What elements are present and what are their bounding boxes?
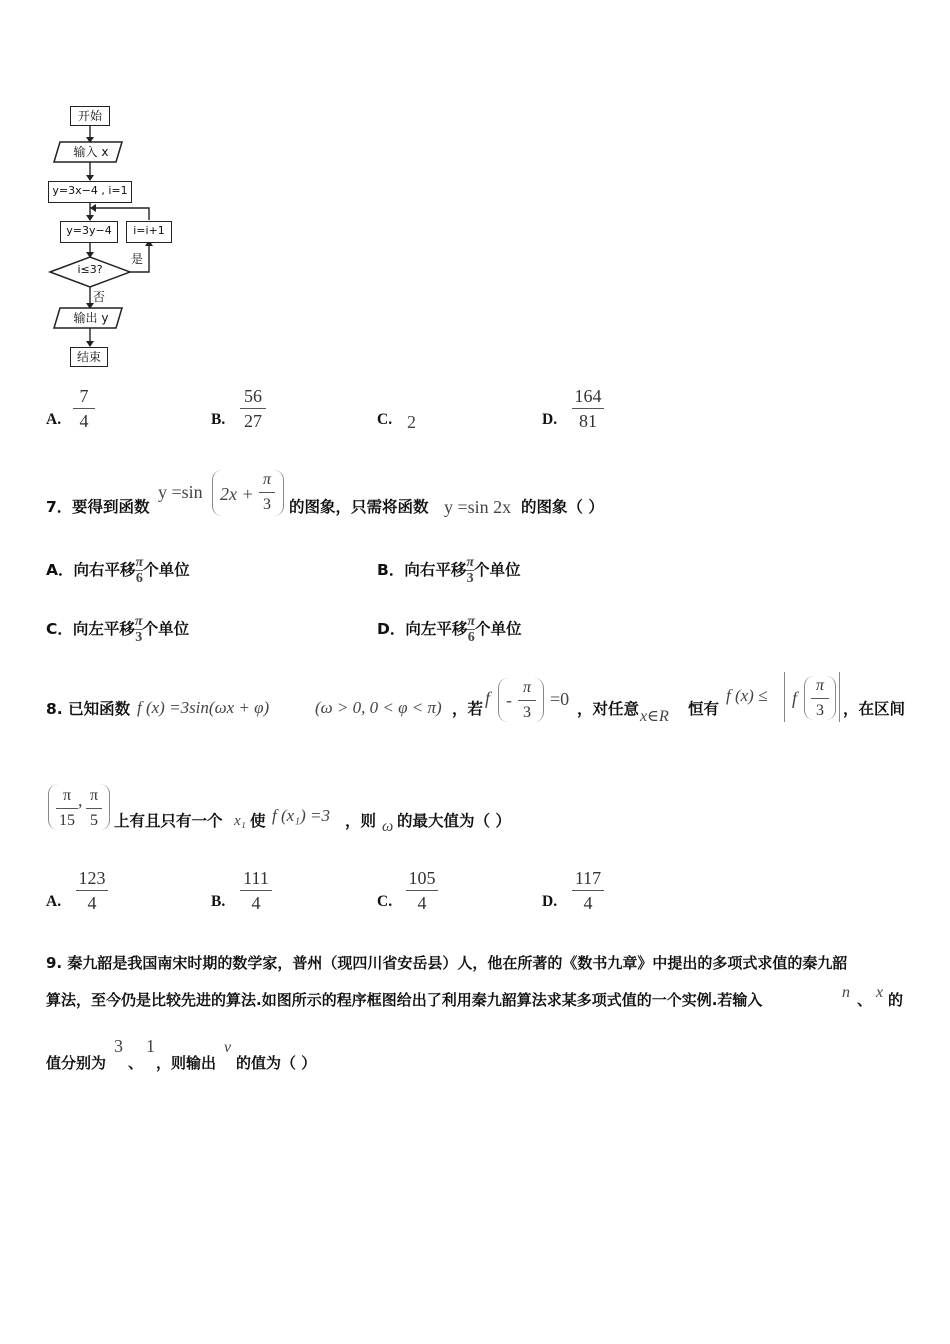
flowchart-output: 输出 y bbox=[73, 311, 109, 325]
flowchart-init: y=3x−4 , i=1 bbox=[48, 181, 132, 203]
q8-f: f bbox=[485, 688, 491, 708]
q7-text-3: 的图象（ ） bbox=[521, 498, 604, 516]
q7-text-1: 要得到函数 bbox=[72, 498, 150, 516]
q6-option-c-value: 2 bbox=[407, 412, 416, 432]
q7-option-a-label: A． bbox=[46, 561, 74, 579]
q7-option-d-label: D． bbox=[377, 620, 406, 638]
q7-option-a[interactable] bbox=[46, 555, 190, 586]
q8-if-text: ，若 bbox=[452, 700, 484, 718]
q8-interval-comma: , bbox=[78, 790, 83, 810]
q8-text-make: 使 bbox=[250, 812, 266, 830]
q7-option-b-label: B． bbox=[377, 561, 405, 579]
q8-minus: - bbox=[506, 690, 512, 710]
q9-n: n bbox=[842, 984, 850, 1001]
q7-option-c-unit: 个单位 bbox=[142, 620, 190, 638]
q6-option-a-label[interactable]: A. bbox=[46, 411, 62, 428]
q8-cond: (ω > 0, 0 < φ < π) bbox=[315, 698, 442, 717]
q9-line-2a: 算法，至今仍是比较先进的算法.如图所示的程序框图给出了利用秦九韶算法求某多项式值的一个实例.若输入 bbox=[46, 991, 763, 1009]
q7-option-d-unit: 个单位 bbox=[475, 620, 522, 638]
flowchart-no: 否 bbox=[93, 290, 106, 304]
q7-option-c[interactable] bbox=[46, 614, 189, 645]
flowchart-input: 输入 x bbox=[73, 145, 109, 159]
q8-x1: x₁ bbox=[234, 813, 246, 829]
q9-sep-1: 、 bbox=[857, 991, 873, 1009]
q8-option-b-label[interactable]: B. bbox=[211, 893, 226, 910]
q7-option-b[interactable] bbox=[377, 555, 521, 586]
q8-option-a-fraction: 123 4 bbox=[76, 868, 108, 913]
q7-func1-lhs: y =sin bbox=[158, 482, 203, 502]
flowchart-start: 开始 bbox=[70, 106, 110, 126]
q7-option-c-fraction: $\frac{\pi}{3}$ bbox=[134, 614, 143, 645]
q9-v: v bbox=[224, 1039, 232, 1056]
q9-value-1: 1 bbox=[146, 1036, 155, 1056]
q8-fx-le: f (x) ≤ bbox=[726, 686, 768, 705]
q7-option-b-fraction: $\frac{\pi}{3}$ bbox=[466, 555, 474, 586]
q8-text-interval: ，在区间 bbox=[843, 700, 906, 718]
flowchart-yes: 是 bbox=[131, 252, 144, 266]
q8-omega: ω bbox=[382, 818, 394, 835]
q7-text-2: 的图象，只需将函数 bbox=[289, 498, 429, 516]
flowchart-end: 结束 bbox=[70, 347, 108, 367]
flowchart-update-y: y=3y−4 bbox=[60, 221, 118, 243]
q7-number: 7． bbox=[46, 498, 73, 516]
q6-option-c-label[interactable]: C. bbox=[377, 411, 393, 428]
q8-option-d-fraction: 117 4 bbox=[572, 868, 604, 913]
q7-func1-fraction: π 3 bbox=[259, 470, 275, 515]
q8-x-in-R: x∈R bbox=[640, 708, 669, 725]
q8-option-c-fraction: 105 4 bbox=[406, 868, 438, 913]
q8-eq0: =0 bbox=[550, 689, 570, 709]
q9-line-3c: 的值为（ ） bbox=[236, 1054, 317, 1072]
q7-option-c-label: C． bbox=[46, 620, 73, 638]
q8-text-any: ，对任意 bbox=[577, 700, 640, 718]
q8-number: 8. 已知函数 bbox=[46, 700, 131, 718]
q6-option-b-fraction: 56 27 bbox=[240, 386, 266, 431]
q8-interval-a: π 15 bbox=[56, 786, 78, 831]
q6-option-d-fraction: 164 81 bbox=[572, 386, 604, 431]
q6-option-d-label[interactable]: D. bbox=[542, 411, 558, 428]
q8-abs-f: f bbox=[792, 688, 798, 708]
q9-sep-2: 、 bbox=[128, 1054, 144, 1072]
q7-option-a-fraction: $\frac{\pi}{6}$ bbox=[135, 555, 144, 586]
q9-line-3a: 值分别为 bbox=[46, 1054, 107, 1072]
q7-option-c-text: 向左平移 bbox=[72, 620, 135, 638]
q8-option-a-label[interactable]: A. bbox=[46, 893, 62, 910]
q7-option-d-fraction: $\frac{\pi}{6}$ bbox=[467, 614, 476, 645]
q6-option-b-label[interactable]: B. bbox=[211, 411, 226, 428]
q7-option-a-text: 向右平移 bbox=[73, 561, 136, 579]
q9-line-1: 9. 秦九韶是我国南宋时期的数学家，普州（现四川省安岳县）人，他在所著的《数书九章》中提出的多项式求值的秦九韶 bbox=[46, 954, 848, 972]
q7-option-b-unit: 个单位 bbox=[474, 561, 521, 579]
q7-option-a-unit: 个单位 bbox=[143, 561, 190, 579]
q9-x: x bbox=[876, 984, 884, 1001]
flowchart bbox=[40, 100, 180, 370]
q7-option-b-text: 向右平移 bbox=[404, 561, 467, 579]
q9-line-3b: ，则输出 bbox=[156, 1054, 217, 1072]
q9-line-2b: 的 bbox=[888, 991, 904, 1009]
flowchart-update-i: i=i+1 bbox=[126, 221, 172, 243]
q6-option-a-fraction: 7 4 bbox=[73, 386, 95, 431]
q8-fx1: f (x₁) =3 bbox=[272, 806, 330, 825]
q8-interval-b: π 5 bbox=[86, 786, 102, 831]
q7-option-d[interactable] bbox=[377, 614, 522, 645]
q8-option-b-fraction: 111 4 bbox=[240, 868, 272, 913]
q8-text-always: 恒有 bbox=[688, 700, 720, 718]
q8-func: f (x) =3sin(ωx + φ) bbox=[137, 698, 270, 717]
q7-func2: y =sin 2x bbox=[444, 497, 512, 517]
q8-option-c-label[interactable]: C. bbox=[377, 893, 393, 910]
q9-value-3: 3 bbox=[114, 1036, 123, 1056]
flowchart-condition: i≤3? bbox=[77, 263, 103, 276]
q8-abs-fraction: π 3 bbox=[811, 676, 829, 721]
q7-option-d-text: 向左平移 bbox=[405, 620, 468, 638]
q8-option-d-label[interactable]: D. bbox=[542, 893, 558, 910]
q8-arg-fraction: π 3 bbox=[518, 678, 536, 723]
q8-text-exists: 上有且只有一个 bbox=[114, 812, 223, 830]
q8-text-max: 的最大值为（ ） bbox=[397, 812, 511, 830]
q8-text-then: ，则 bbox=[345, 812, 377, 830]
q7-func1-arg: 2x + bbox=[220, 484, 254, 504]
